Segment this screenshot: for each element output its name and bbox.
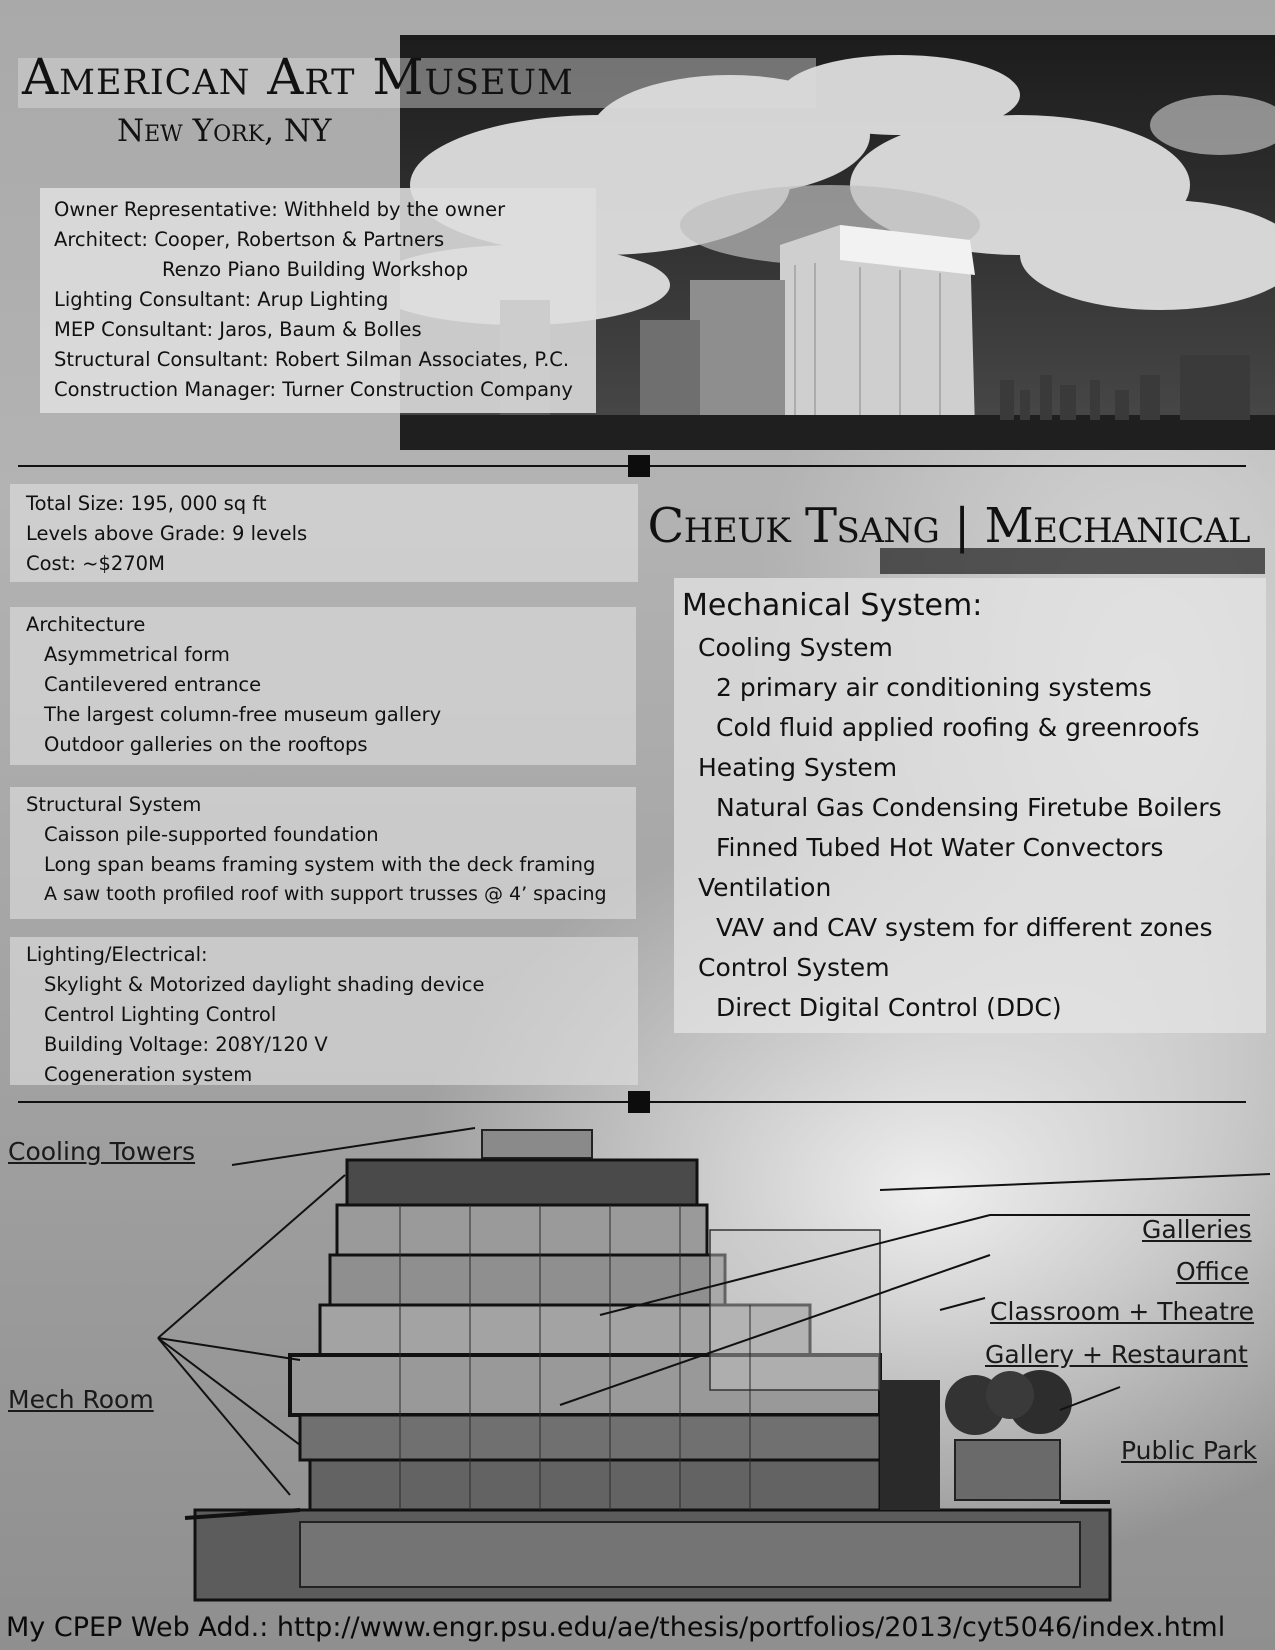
stats-panel (10, 484, 638, 582)
mech-group-heating: Heating System (698, 753, 898, 782)
footer-web-address: My CPEP Web Add.: http://www.engr.psu.edu/ae/thesis/portfolios/2013/cyt5046/index.html (6, 1612, 1226, 1643)
list-item: Natural Gas Condensing Firetube Boilers (716, 793, 1222, 822)
callout-mech-room: Mech Room (8, 1385, 154, 1414)
mechanical-panel (674, 578, 1266, 1033)
list-item: The largest column-free museum gallery (44, 703, 442, 726)
list-item: Cold fluid applied roofing & greenroofs (716, 713, 1200, 742)
team-architect-2: Renzo Piano Building Workshop (162, 258, 469, 281)
team-structural: Structural Consultant: Robert Silman Associates, P.C. (54, 348, 570, 371)
callout-cooling-towers: Cooling Towers (8, 1137, 196, 1166)
callout-office: Office (1176, 1257, 1249, 1286)
mech-group-ventilation: Ventilation (698, 873, 832, 902)
list-item: Caisson pile-supported foundation (44, 823, 379, 846)
page-title: American Art Museum (22, 48, 574, 106)
list-item: Centrol Lighting Control (44, 1003, 277, 1026)
author-name: Cheuk Tsang | Mechanical (647, 498, 1250, 554)
list-item: Cantilevered entrance (44, 673, 262, 696)
list-item: Long span beams framing system with the deck framing (44, 853, 596, 876)
list-item: Cogeneration system (44, 1063, 253, 1086)
callout-public-park: Public Park (1121, 1436, 1257, 1465)
stat-cost: Cost: ~$270M (26, 552, 165, 575)
mech-group-control: Control System (698, 953, 890, 982)
page-subtitle: New York, NY (117, 113, 332, 149)
team-architect: Architect: Cooper, Robertson & Partners (54, 228, 445, 251)
project-team-panel (40, 188, 596, 413)
callout-galleries: Galleries (1142, 1215, 1252, 1244)
mechanical-title: Mechanical System: (682, 588, 983, 623)
architecture-panel (10, 607, 636, 765)
mech-group-cooling: Cooling System (698, 633, 893, 662)
team-owner: Owner Representative: Withheld by the owner (54, 198, 506, 221)
list-item: Direct Digital Control (DDC) (716, 993, 1062, 1022)
divider-top-marker (628, 455, 650, 477)
stat-levels: Levels above Grade: 9 levels (26, 522, 308, 545)
structural-heading: Structural System (26, 793, 202, 816)
lighting-heading: Lighting/Electrical: (26, 943, 208, 966)
structural-panel (10, 787, 636, 919)
team-lighting: Lighting Consultant: Arup Lighting (54, 288, 389, 311)
list-item: Building Voltage: 208Y/120 V (44, 1033, 328, 1056)
team-cm: Construction Manager: Turner Construction Company (54, 378, 573, 401)
list-item: Outdoor galleries on the rooftops (44, 733, 368, 756)
list-item: Finned Tubed Hot Water Convectors (716, 833, 1164, 862)
callout-gallery-restaurant: Gallery + Restaurant (985, 1340, 1248, 1369)
callout-classroom-theatre: Classroom + Theatre (990, 1297, 1255, 1326)
list-item: 2 primary air conditioning systems (716, 673, 1152, 702)
list-item: Asymmetrical form (44, 643, 230, 666)
architecture-heading: Architecture (26, 613, 146, 636)
team-mep: MEP Consultant: Jaros, Baum & Bolles (54, 318, 422, 341)
list-item: A saw tooth profiled roof with support trusses @ 4’ spacing (44, 883, 607, 905)
list-item: VAV and CAV system for different zones (716, 913, 1213, 942)
lighting-panel (10, 937, 638, 1085)
list-item: Skylight & Motorized daylight shading device (44, 973, 485, 996)
stat-size: Total Size: 195, 000 sq ft (26, 492, 267, 515)
